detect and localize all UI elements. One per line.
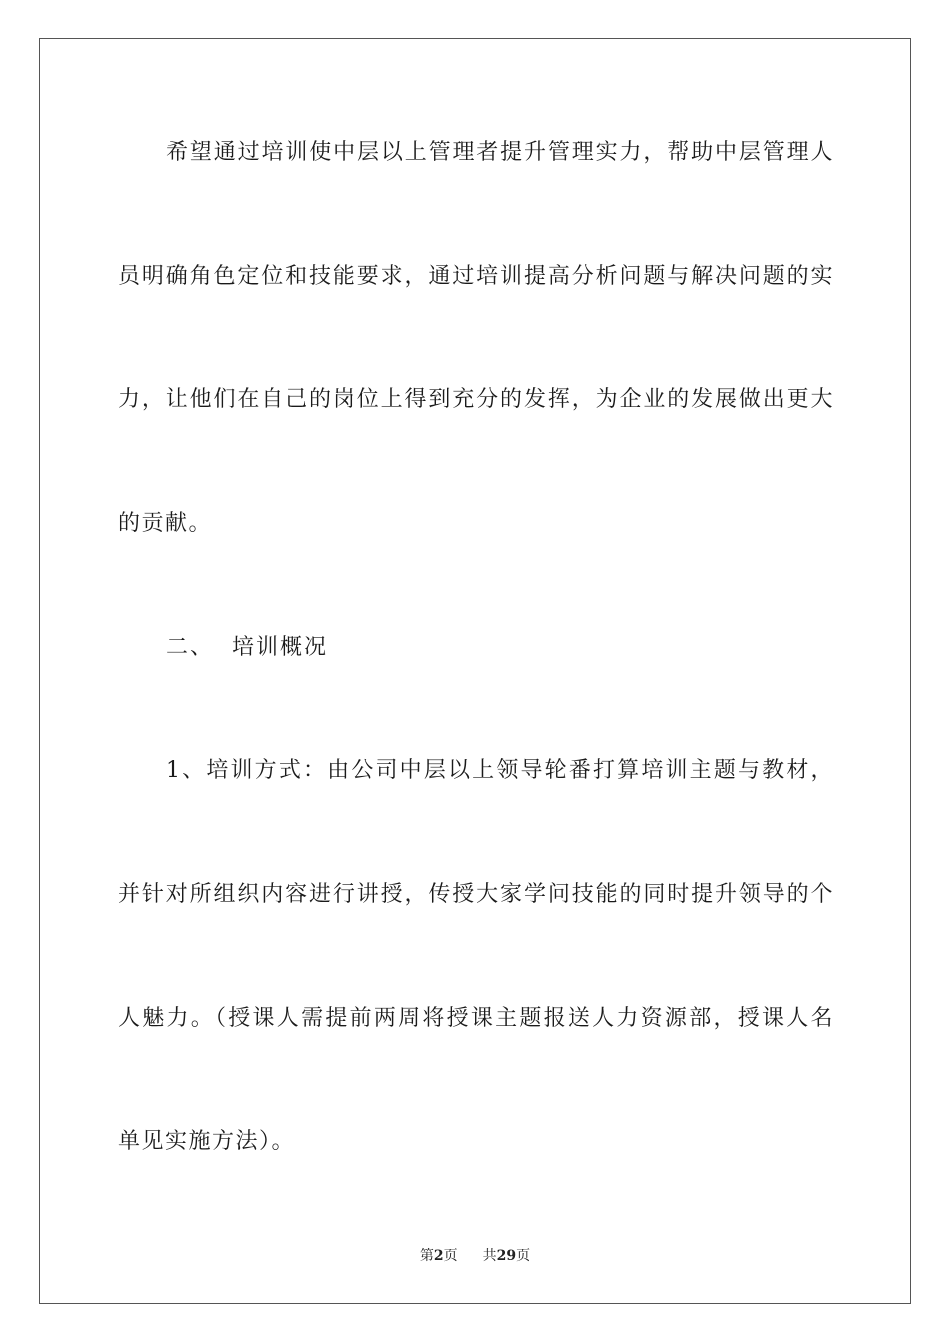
section-heading: 二、 培训概况 xyxy=(166,635,328,660)
paragraph-1-line-4: 的贡献。 xyxy=(118,511,213,536)
paragraph-1-line-1: 希望通过培训使中层以上管理者提升管理实力，帮助中层管理人 xyxy=(166,140,834,165)
page-number: 2 xyxy=(433,1248,444,1264)
paragraph-2-line-4: 单见实施方法）。 xyxy=(118,1129,296,1154)
total-suffix: 页 xyxy=(516,1248,531,1264)
paragraph-2-line-2: 并针对所组织内容进行讲授，传授大家学问技能的同时提升领导的个 xyxy=(118,882,834,907)
total-prefix: 共 xyxy=(482,1248,497,1264)
page-suffix: 页 xyxy=(443,1248,458,1264)
page-border xyxy=(39,38,911,1304)
page-prefix: 第 xyxy=(419,1248,434,1264)
paragraph-2-line-3: 人魅力。（授课人需提前两周将授课主题报送人力资源部，授课人名 xyxy=(118,1006,834,1031)
paragraph-2-line-1: 1、培训方式：由公司中层以上领导轮番打算培训主题与教材， xyxy=(166,758,834,783)
paragraph-1-line-3: 力，让他们在自己的岗位上得到充分的发挥，为企业的发展做出更大 xyxy=(118,387,834,412)
paragraph-1-line-2: 员明确角色定位和技能要求，通过培训提高分析问题与解决问题的实 xyxy=(118,264,834,289)
total-pages: 29 xyxy=(496,1248,517,1264)
page-footer xyxy=(0,1246,950,1266)
